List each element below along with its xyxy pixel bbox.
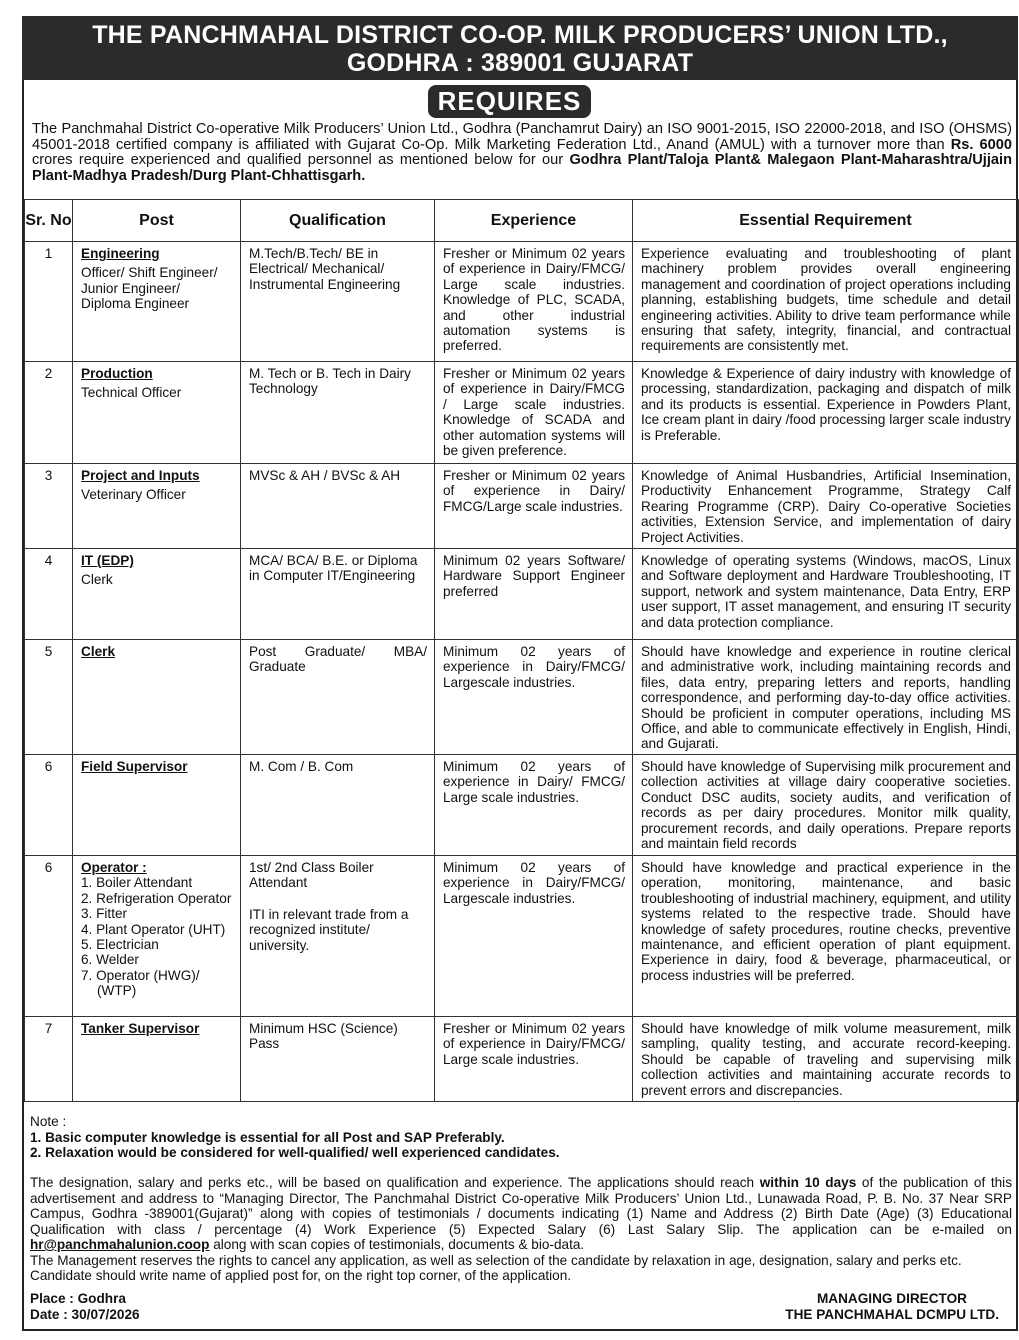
note-title: Note : xyxy=(30,1114,67,1129)
intro-part-2: crores require experienced and qualified personnel as mentioned below for our xyxy=(32,152,570,169)
table-row xyxy=(25,549,1019,640)
cell-qualification: Minimum HSC (Science) Pass xyxy=(241,1017,435,1102)
cell-post xyxy=(73,640,241,755)
cell-post xyxy=(73,549,241,640)
header-line-2: GODHRA : 389001 GUJARAT xyxy=(346,49,694,77)
post-department: Project and Inputs xyxy=(81,468,200,483)
post-role: Technical Officer xyxy=(81,385,182,401)
cell-sr: 6 xyxy=(25,856,73,1017)
cell-qualification: MCA/ BCA/ B.E. or Diploma in Computer IT/Engineering xyxy=(241,549,435,640)
list-item: 1. Boiler Attendant xyxy=(81,875,193,891)
cell-sr: 1 xyxy=(25,242,73,362)
cell-requirement: Should have knowledge and experience in routine clerical and administrative work, including maintaining records and files, data entry, preparing letters and reports, handling correspondence, and performing day-to-day office activities. Should be proficient in computer operations, including MS Office, and able to communicate effectively in English, Hindi, and Gujarati. xyxy=(633,640,1019,755)
cell-post xyxy=(73,755,241,856)
post-department: Production xyxy=(81,366,153,381)
instructions-part-c: of the publication of this advertisement and address to “Managing Director, The Panchmahal District Co-operative Milk Producers’ Union Ltd., Lunawada Road, P. B. No. 37 Near SRP Campus, Godhra -389001(Gujarat)” along with copies of testimonials / documents indicating (1) Name and Address (2) Birth Date (Age) (3) Educational Qualification with class / percentage (4) Work Experience (5) Expected Salary (6) Last Salary Slip. The application can be e-mailed on xyxy=(30,1175,1012,1237)
cell-sr: 7 xyxy=(25,1017,73,1102)
list-item: 4. Plant Operator (UHT) xyxy=(81,921,226,937)
cell-qualification: Post Graduate/ MBA/ Graduate xyxy=(241,640,435,755)
instructions-part-d: along with scan copies of testimonials, documents & bio-data. xyxy=(209,1237,585,1252)
post-department: Operator : xyxy=(81,860,147,875)
table-row xyxy=(25,856,1019,1017)
instructions-paragraph-1 xyxy=(30,1175,1012,1253)
cell-experience: Fresher or Minimum 02 years of experience in Dairy/FMCG/ Large scale industries. Knowledge of PLC, SCADA, and other industrial automation systems is preferred. xyxy=(435,242,633,362)
qualification-iti: ITI in relevant trade from a recognized institute/ university. xyxy=(249,906,409,953)
cell-sr: 6 xyxy=(25,755,73,856)
cell-qualification: MVSc & AH / BVSc & AH xyxy=(241,464,435,549)
qualification-boiler: 1st/ 2nd Class Boiler Attendant xyxy=(249,860,374,891)
cell-requirement: Should have knowledge and practical experience in the operation, monitoring, maintenance, and basic troubleshooting of industrial machinery, equipment, and utility systems related to the respective trade. Should have knowledge of safety procedures, routine checks, preventive maintenance, and efficient operation of plant equipment. Experience in dairy, food & beverage, pharmaceutical, or process industries will be preferred. xyxy=(633,856,1019,1017)
table-row xyxy=(25,464,1019,549)
post-role: Clerk xyxy=(81,572,113,588)
list-item: 5. Electrician xyxy=(81,937,159,953)
table-header-row xyxy=(25,200,1019,242)
date: Date : 30/07/2026 xyxy=(30,1306,140,1322)
note-item: 1. Basic computer knowledge is essential for all Post and SAP Preferably. xyxy=(30,1129,505,1145)
cell-requirement: Knowledge of operating systems (Windows, macOS, Linux and Software deployment and Hardware Troubleshooting, IT support, network and system maintenance, Data Entry, ERP user support, IT asset management, and ensuring IT security and data protection compliance. xyxy=(633,549,1019,640)
table-row xyxy=(25,640,1019,755)
cell-experience: Minimum 02 years of experience in Dairy/FMCG/ Largescale industries. xyxy=(435,856,633,1017)
deadline: within 10 days xyxy=(759,1175,857,1190)
header-post: Post xyxy=(73,200,241,242)
signatory xyxy=(785,1291,999,1322)
operator-list xyxy=(81,875,233,998)
header-requirement: Essential Requirement xyxy=(633,200,1019,242)
header-experience: Experience xyxy=(435,200,633,242)
table-row xyxy=(25,755,1019,856)
cell-requirement: Knowledge of Animal Husbandries, Artificial Insemination, Productivity Enhancement Programme, Strategy Calf Rearing Programme (CRP). Dairy Co-operative Societies activities, Extension Service, and implementation of dairy Project Activities. xyxy=(633,464,1019,549)
post-role: Officer/ Shift Engineer/ Junior Engineer/ Diploma Engineer xyxy=(81,265,218,312)
requires-label: REQUIRES xyxy=(428,85,592,118)
instructions-paragraph-2: The Management reserves the rights to cancel any application, as well as selection of the candidate by relaxation in age, designation, salary and perks etc. xyxy=(30,1252,962,1268)
intro-plants: Godhra Plant/Taloja Plant& Malegaon Plant-Maharashtra/Ujjain Plant-Madhya Pradesh/Durg Plant-Chhattisgarh. xyxy=(32,152,1012,184)
table-row xyxy=(25,1017,1019,1102)
intro-part-1: The Panchmahal District Co-operative Milk Producers’ Union Ltd., Godhra (Panchamrut Dairy) an ISO 9001-2015, ISO 22000-2018, and ISO (OHSMS) 45001-2018 certified company is affiliated with Gujarat Co-Op. Milk Marketing Federation Ltd., Anand (AMUL) with a turnover more than xyxy=(32,121,1012,153)
header-sr-no: Sr. No xyxy=(25,200,73,242)
header-qualification: Qualification xyxy=(241,200,435,242)
application-instructions xyxy=(30,1175,1012,1284)
cell-experience: Fresher or Minimum 02 years of experience in Dairy/ FMCG/Large scale industries. xyxy=(435,464,633,549)
instructions-part-a: The designation, salary and perks etc., will be based on qualification and experience. The applications should reach xyxy=(30,1175,760,1190)
post-department: Clerk xyxy=(81,644,116,659)
email-link[interactable]: hr@panchmahalunion.coop xyxy=(30,1237,210,1252)
spacer xyxy=(249,891,427,907)
posts-table xyxy=(24,199,1019,1102)
cell-post xyxy=(73,242,241,362)
cell-experience: Fresher or Minimum 02 years of experience in Dairy/FMCG / Large scale industries. Knowledge of SCADA and other automation systems will be given preference. xyxy=(435,362,633,464)
table-row xyxy=(25,242,1019,362)
table-row xyxy=(25,362,1019,464)
cell-sr: 4 xyxy=(25,549,73,640)
instructions-paragraph-3: Candidate should write name of applied post for, on the right top corner, of the application. xyxy=(30,1268,572,1283)
note-section xyxy=(30,1114,1010,1161)
signatory-organisation: THE PANCHMAHAL DCMPU LTD. xyxy=(785,1306,999,1322)
list-item: 2. Refrigeration Operator xyxy=(81,890,232,906)
cell-experience: Minimum 02 years of experience in Dairy/ FMCG/ Large scale industries. xyxy=(435,755,633,856)
cell-requirement: Experience evaluating and troubleshooting of plant machinery problem provides overall engineering management and coordination of project operations including planning, establishing budgets, time schedule and detail engineering activities. Ability to drive team performance while ensuring that safety, integrity, financial, and contractual requirements are consistently met. xyxy=(633,242,1019,362)
cell-sr: 2 xyxy=(25,362,73,464)
intro-turnover: Rs. 6000 xyxy=(950,136,1012,153)
cell-qualification xyxy=(241,856,435,1017)
cell-qualification: M. Com / B. Com xyxy=(241,755,435,856)
list-item: 6. Welder xyxy=(81,952,139,968)
cell-experience: Minimum 02 years of experience in Dairy/FMCG/ Largescale industries. xyxy=(435,640,633,755)
list-item: 7. Operator (HWG)/ (WTP) xyxy=(81,967,200,999)
cell-post xyxy=(73,1017,241,1102)
list-item: 3. Fitter xyxy=(81,906,128,922)
header-line-1: THE PANCHMAHAL DISTRICT CO-OP. MILK PRODUCERS’ UNION LTD., xyxy=(92,21,948,49)
cell-qualification: M. Tech or B. Tech in Dairy Technology xyxy=(241,362,435,464)
signatory-title: MANAGING DIRECTOR xyxy=(816,1291,967,1306)
post-role: Veterinary Officer xyxy=(81,487,186,503)
cell-sr: 3 xyxy=(25,464,73,549)
cell-qualification: M.Tech/B.Tech/ BE in Electrical/ Mechanical/ Instrumental Engineering xyxy=(241,242,435,362)
cell-requirement: Should have knowledge of Supervising milk procurement and collection activities at village dairy cooperative societies. Conduct DSC audits, society audits, and verification of records as per dairy procedures. Monitor milk quality, procurement records, and daily operations. Prepare reports and maintain field records xyxy=(633,755,1019,856)
cell-post xyxy=(73,464,241,549)
requires-banner xyxy=(0,85,1019,118)
header-banner xyxy=(22,16,1018,80)
intro-paragraph xyxy=(32,122,1012,184)
place: Place : Godhra xyxy=(30,1291,126,1306)
post-department: Tanker Supervisor xyxy=(81,1021,200,1036)
place-date xyxy=(30,1291,140,1322)
cell-experience: Fresher or Minimum 02 years of experience in Dairy/FMCG/ Large scale industries. xyxy=(435,1017,633,1102)
cell-requirement: Knowledge & Experience of dairy industry with knowledge of processing, standardization, packaging and dispatch of milk and its products is essential. Experience in Powders Plant, Ice cream plant in dairy /food processing larger scale industry is Preferable. xyxy=(633,362,1019,464)
cell-post xyxy=(73,362,241,464)
cell-post xyxy=(73,856,241,1017)
post-department: Field Supervisor xyxy=(81,759,188,774)
cell-sr: 5 xyxy=(25,640,73,755)
cell-experience: Minimum 02 years Software/ Hardware Support Engineer preferred xyxy=(435,549,633,640)
post-department: IT (EDP) xyxy=(81,553,134,568)
note-item: 2. Relaxation would be considered for well-qualified/ well experienced candidates. xyxy=(30,1145,560,1160)
post-department: Engineering xyxy=(81,246,160,261)
cell-requirement: Should have knowledge of milk volume measurement, milk sampling, quality testing, and accurate record-keeping. Should be capable of traveling and supervising milk collection activities and maintaining accurate records to prevent errors and discrepancies. xyxy=(633,1017,1019,1102)
